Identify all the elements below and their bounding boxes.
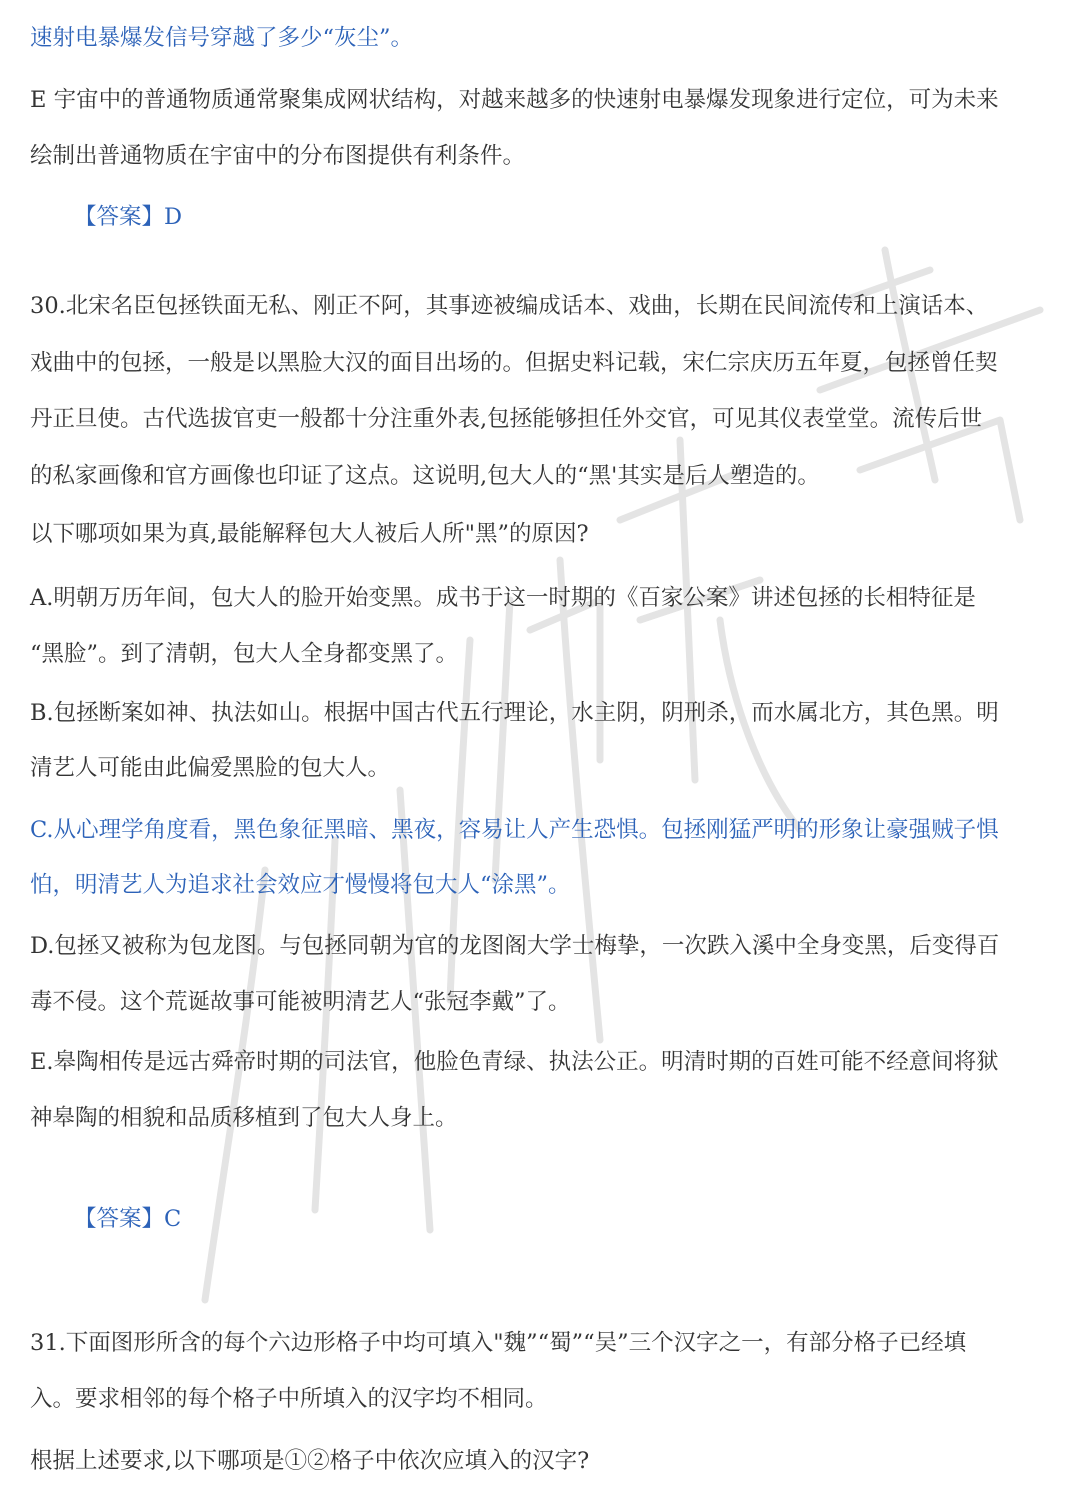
q30-option-e-line2: 神皋陶的相貌和品质移植到了包大人身上。 [30, 1105, 458, 1131]
q31-stem-line1: 31.下面图形所含的每个六边形格子中均可填入"魏”“蜀”“吴”三个汉字之一，有部分格子已经填 [30, 1330, 967, 1356]
q30-option-b-line1: B.包拯断案如神、执法如山。根据中国古代五行理论，水主阴，阴刑杀，而水属北方，其色黑。明 [30, 700, 999, 726]
watermark-stroke [560, 560, 600, 1040]
q31-stem-line2: 入。要求相邻的每个格子中所填入的汉字均不相同。 [30, 1386, 548, 1412]
q30-option-d-line2: 毒不侵。这个荒诞故事可能被明清艺人“张冠李戴”了。 [30, 989, 571, 1015]
q30-stem-line2: 戏曲中的包拯，一般是以黑脸大汉的面目出场的。但据史料记载，宋仁宗庆历五年夏，包拯曾任契 [30, 350, 998, 376]
q31-question: 根据上述要求,以下哪项是①②格子中依次应填入的汉字? [30, 1448, 590, 1474]
q30-stem-line4: 的私家画像和官方画像也印证了这点。这说明,包大人的“黑'其实是后人塑造的。 [30, 463, 820, 489]
q29-answer: 【答案】D [74, 204, 183, 230]
q30-option-c-line1: C.从心理学角度看，黑色象征黑暗、黑夜，容易让人产生恐惧。包拯刚猛严明的形象让豪强贼子惧 [30, 817, 999, 843]
q30-option-a-line1: A.明朝万历年间，包大人的脸开始变黑。成书于这一时期的《百家公案》讲述包拯的长相特征是 [30, 585, 976, 611]
q29-option-e-line2: 绘制出普通物质在宇宙中的分布图提供有利条件。 [30, 143, 526, 169]
q30-answer: 【答案】C [74, 1206, 182, 1232]
q30-option-a-line2: “黑脸”。到了清朝，包大人全身都变黑了。 [30, 641, 459, 667]
q29-option-e-line1: E 宇宙中的普通物质通常聚集成网状结构，对越来越多的快速射电暴爆发现象进行定位，可为未来 [30, 87, 999, 113]
q30-stem-line3: 丹正旦使。古代选拔官吏一般都十分注重外表,包拯能够担任外交官，可见其仪表堂堂。流传后世 [30, 406, 983, 432]
watermark-stroke [530, 600, 600, 760]
q30-stem-line1: 30.北宋名臣包拯铁面无私、刚正不阿，其事迹被编成话本、戏曲，长期在民间流传和上演话本、 [30, 293, 989, 319]
q29-option-d-line2: 速射电暴爆发信号穿越了多少“灰尘”。 [30, 25, 414, 51]
q30-option-b-line2: 清艺人可能由此偏爱黑脸的包大人。 [30, 755, 391, 781]
q30-option-e-line1: E.皋陶相传是远古舜帝时期的司法官，他脸色青绿、执法公正。明清时期的百姓可能不经意间将狱 [30, 1049, 999, 1075]
q30-question: 以下哪项如果为真,最能解释包大人被后人所"黑”的原因? [30, 521, 589, 547]
q30-option-c-line2: 怕，明清艺人为追求社会效应才慢慢将包大人“涂黑”。 [30, 872, 571, 898]
q30-option-d-line1: D.包拯又被称为包龙图。与包拯同朝为官的龙图阁大学士梅挚，一次跌入溪中全身变黑，后变得百 [30, 933, 1000, 959]
